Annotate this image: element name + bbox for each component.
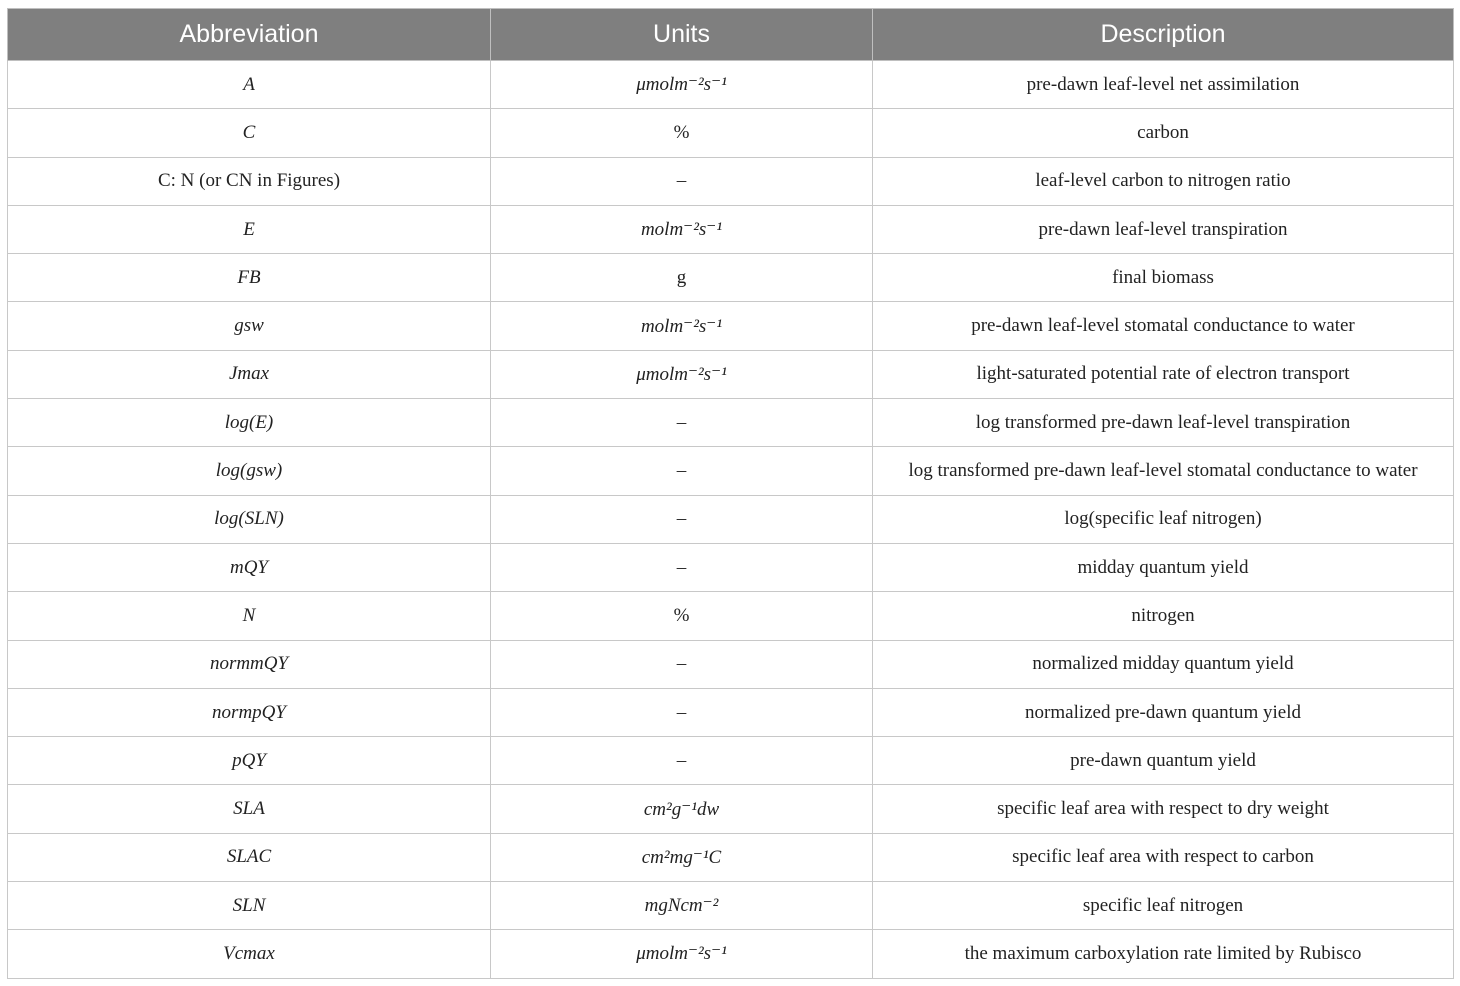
description-cell: final biomass bbox=[873, 254, 1454, 302]
abbr-cell: C: N (or CN in Figures) bbox=[8, 157, 491, 205]
units-cell: μmolm⁻²s⁻¹ bbox=[491, 61, 873, 109]
description-cell: specific leaf nitrogen bbox=[873, 882, 1454, 930]
table-row bbox=[8, 930, 1454, 978]
table-row bbox=[8, 302, 1454, 350]
table-row bbox=[8, 882, 1454, 930]
description-cell: normalized pre-dawn quantum yield bbox=[873, 688, 1454, 736]
abbr-cell: C bbox=[8, 109, 491, 157]
table-row bbox=[8, 688, 1454, 736]
units-cell: mgNcm⁻² bbox=[491, 882, 873, 930]
header-description: Description bbox=[873, 9, 1454, 61]
abbr-cell: SLA bbox=[8, 785, 491, 833]
description-cell: the maximum carboxylation rate limited by Rubisco bbox=[873, 930, 1454, 978]
description-cell: midday quantum yield bbox=[873, 543, 1454, 591]
description-cell: log(specific leaf nitrogen) bbox=[873, 495, 1454, 543]
description-cell: nitrogen bbox=[873, 592, 1454, 640]
abbr-cell: A bbox=[8, 61, 491, 109]
units-cell: – bbox=[491, 737, 873, 785]
abbr-cell: SLAC bbox=[8, 833, 491, 881]
units-cell: – bbox=[491, 543, 873, 591]
table-row bbox=[8, 495, 1454, 543]
abbr-cell: normmQY bbox=[8, 640, 491, 688]
abbr-cell: N bbox=[8, 592, 491, 640]
units-cell: cm²mg⁻¹C bbox=[491, 833, 873, 881]
table-row bbox=[8, 543, 1454, 591]
abbr-cell: log(SLN) bbox=[8, 495, 491, 543]
table-row bbox=[8, 109, 1454, 157]
abbr-cell: normpQY bbox=[8, 688, 491, 736]
description-cell: normalized midday quantum yield bbox=[873, 640, 1454, 688]
description-cell: leaf-level carbon to nitrogen ratio bbox=[873, 157, 1454, 205]
table-header bbox=[8, 9, 1454, 61]
table-row bbox=[8, 592, 1454, 640]
abbr-cell: SLN bbox=[8, 882, 491, 930]
header-abbreviation: Abbreviation bbox=[8, 9, 491, 61]
description-cell: log transformed pre-dawn leaf-level transpiration bbox=[873, 399, 1454, 447]
description-cell: pre-dawn leaf-level transpiration bbox=[873, 205, 1454, 253]
units-cell: – bbox=[491, 399, 873, 447]
description-cell: pre-dawn leaf-level net assimilation bbox=[873, 61, 1454, 109]
units-cell: molm⁻²s⁻¹ bbox=[491, 205, 873, 253]
units-cell: – bbox=[491, 157, 873, 205]
table-body bbox=[8, 61, 1454, 979]
description-cell: carbon bbox=[873, 109, 1454, 157]
abbr-cell: log(gsw) bbox=[8, 447, 491, 495]
units-cell: g bbox=[491, 254, 873, 302]
header-row bbox=[8, 9, 1454, 61]
table-row bbox=[8, 205, 1454, 253]
header-units: Units bbox=[491, 9, 873, 61]
abbr-cell: log(E) bbox=[8, 399, 491, 447]
table-row bbox=[8, 61, 1454, 109]
table-row bbox=[8, 447, 1454, 495]
table-row bbox=[8, 399, 1454, 447]
abbr-cell: pQY bbox=[8, 737, 491, 785]
units-cell: μmolm⁻²s⁻¹ bbox=[491, 930, 873, 978]
units-cell: % bbox=[491, 109, 873, 157]
description-cell: log transformed pre-dawn leaf-level stomatal conductance to water bbox=[873, 447, 1454, 495]
units-cell: – bbox=[491, 688, 873, 736]
description-cell: pre-dawn leaf-level stomatal conductance to water bbox=[873, 302, 1454, 350]
table-row bbox=[8, 785, 1454, 833]
abbr-cell: FB bbox=[8, 254, 491, 302]
description-cell: pre-dawn quantum yield bbox=[873, 737, 1454, 785]
units-cell: molm⁻²s⁻¹ bbox=[491, 302, 873, 350]
abbr-cell: E bbox=[8, 205, 491, 253]
units-cell: % bbox=[491, 592, 873, 640]
abbr-cell: Vcmax bbox=[8, 930, 491, 978]
units-cell: – bbox=[491, 495, 873, 543]
abbr-cell: gsw bbox=[8, 302, 491, 350]
description-cell: specific leaf area with respect to dry weight bbox=[873, 785, 1454, 833]
table-row bbox=[8, 640, 1454, 688]
units-cell: – bbox=[491, 447, 873, 495]
abbr-cell: mQY bbox=[8, 543, 491, 591]
abbreviations-table bbox=[7, 8, 1454, 979]
table-row bbox=[8, 254, 1454, 302]
table-row bbox=[8, 157, 1454, 205]
table-row bbox=[8, 737, 1454, 785]
abbr-cell: Jmax bbox=[8, 350, 491, 398]
table-row bbox=[8, 350, 1454, 398]
units-cell: μmolm⁻²s⁻¹ bbox=[491, 350, 873, 398]
units-cell: cm²g⁻¹dw bbox=[491, 785, 873, 833]
description-cell: light-saturated potential rate of electron transport bbox=[873, 350, 1454, 398]
table-row bbox=[8, 833, 1454, 881]
units-cell: – bbox=[491, 640, 873, 688]
description-cell: specific leaf area with respect to carbon bbox=[873, 833, 1454, 881]
